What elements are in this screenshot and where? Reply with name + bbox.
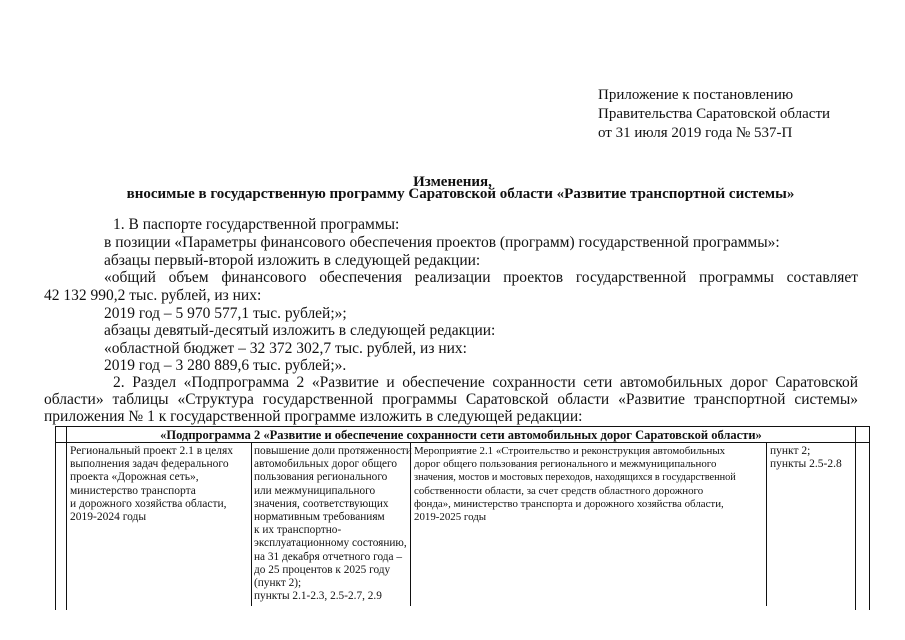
cell-line: повышение доли протяженности <box>254 445 412 457</box>
cell-line: министерство транспорта <box>70 484 196 497</box>
table-cell-project <box>70 445 233 524</box>
paragraph: 2019 год – 5 970 577,1 тыс. рублей;»; <box>104 305 347 322</box>
paragraph: абзацы первый-второй изложить в следующей редакции: <box>104 252 481 269</box>
cell-line: дорог общего пользования регионального и межмуниципального <box>414 458 717 471</box>
cell-line: фонда», министерство транспорта и дорожного хозяйства области, <box>414 497 724 510</box>
cell-line: и дорожного хозяйства области, <box>70 497 227 510</box>
annex-line: Правительства Саратовской области <box>598 106 831 122</box>
table-title: «Подпрограмма 2 «Развитие и обеспечение сохранности сети автомобильных дорог Саратовской области» <box>160 428 762 442</box>
paragraph: 2. Раздел «Подпрограмма 2 «Развитие и обеспечение сохранности сети автомобильных дорог Саратовской <box>113 374 858 391</box>
cell-line: выполнения задач федерального <box>70 458 229 471</box>
cell-line: 2019-2024 годы <box>70 511 147 524</box>
paragraph: 2019 год – 3 280 889,6 тыс. рублей;». <box>104 357 347 374</box>
cell-line: пункт 2; <box>770 445 811 457</box>
paragraph: 1. В паспорте государственной программы: <box>113 216 400 233</box>
table-cell-measure <box>414 445 736 524</box>
cell-line: Мероприятие 2.1 «Строительство и реконструкция автомобильных <box>414 445 726 457</box>
cell-line: на 31 декабря отчетного года – <box>254 550 403 563</box>
paragraph: в позиции «Параметры финансового обеспечения проектов (программ) государственной программы»: <box>104 234 780 251</box>
paragraph: приложения № 1 к государственной программе изложить в следующей редакции: <box>44 408 583 425</box>
cell-line: к их транспортно- <box>254 524 342 537</box>
cell-line: (пункт 2); <box>254 577 302 590</box>
paragraph: области» таблицы «Структура государственной программы Саратовской области «Развитие транспортной системы» <box>44 391 858 408</box>
document-title: Изменения, <box>413 174 492 190</box>
cell-line: до 25 процентов к 2025 году <box>254 563 391 576</box>
cell-line: собственности области, за счет средств областного дорожного <box>414 484 704 497</box>
cell-line: пункты 2.1-2.3, 2.5-2.7, 2.9 <box>254 590 382 603</box>
cell-line: значения, соответствующих <box>254 497 389 510</box>
paragraph: абзацы девятый-десятый изложить в следующей редакции: <box>104 322 496 339</box>
annex-line: Приложение к постановлению <box>598 87 794 103</box>
cell-line: проекта «Дорожная сеть», <box>70 471 199 484</box>
paragraph: «областной бюджет – 32 372 302,7 тыс. рублей, из них: <box>104 340 467 357</box>
cell-line: нормативным требованиям <box>254 511 385 524</box>
table-cell-points <box>770 445 842 471</box>
document-subtitle: вносимые в государственную программу Саратовской области «Развитие транспортной системы» <box>126 186 795 202</box>
cell-line: Региональный проект 2.1 в целях <box>70 445 234 457</box>
annex-line: от 31 июля 2019 года № 537-П <box>598 125 793 141</box>
paragraph: «общий объем финансового обеспечения реализации проектов государственной программы составляет <box>104 269 858 286</box>
cell-line: пользования регионального <box>254 471 388 484</box>
table-cell-target <box>254 445 412 603</box>
cell-line: 2019-2025 годы <box>414 511 487 524</box>
annex-header <box>598 86 830 143</box>
cell-line: значения, мостов и мостовых переходов, находящихся в государственной <box>414 472 736 484</box>
cell-line: пункты 2.5-2.8 <box>770 458 842 471</box>
cell-line: или межмуниципального <box>254 484 376 497</box>
paragraph: 42 132 990,2 тыс. рублей, из них: <box>44 287 262 304</box>
cell-line: автомобильных дорог общего <box>254 458 398 471</box>
cell-line: эксплуатационному состоянию, <box>254 537 407 550</box>
